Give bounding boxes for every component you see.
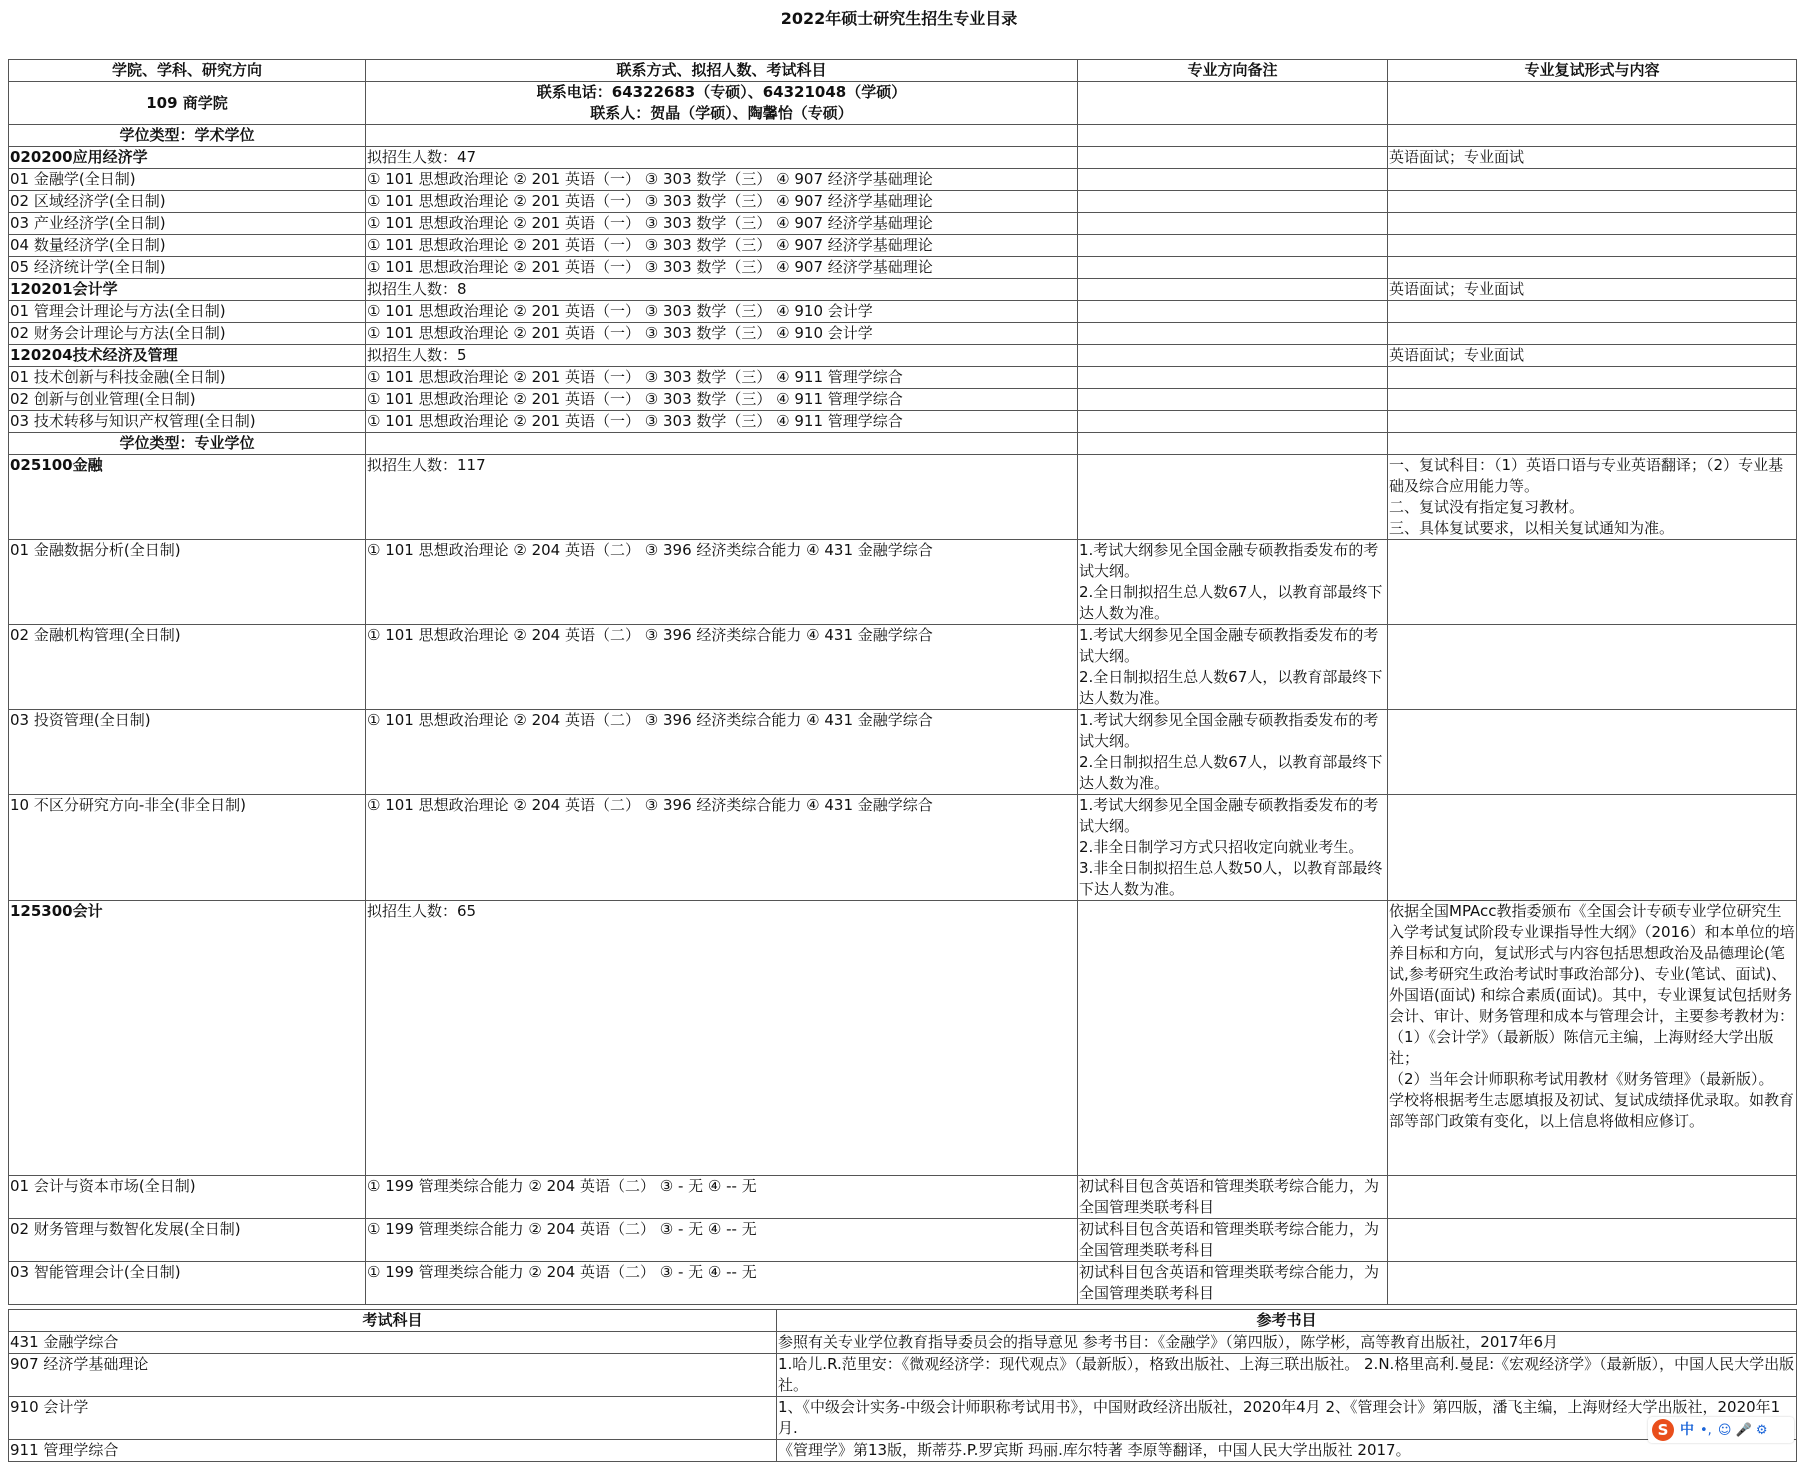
major-info: ① 101 思想政治理论 ② 201 英语（一） ③ 303 数学（三） ④ 910 会计学 [366,323,1078,345]
major-retest [1388,257,1797,279]
table-row [9,279,1797,301]
ref-subject: 431 金融学综合 [9,1332,777,1354]
table-row [9,1219,1797,1262]
major-retest: 依据全国MPAcc教指委颁布《全国会计专硕专业学位研究生入学考试复试阶段专业课指导性大纲》（2016）和本单位的培养目标和方向，复试形式与内容包括思想政治及品德理论(笔试,参考研究生政治考试时事政治部分)、专业(笔试、面试)、外国语(面试) 和综合素质(面试)。其中，专业课复试包括财务会计、审计、财务管理和成本与管理会计，主要参考教材为： （1）《会计学》（最新版）陈信元主编，上海财经大学出版社； （2）当年会计师职称考试用教材《财务管理》（最新版）。 学校将根据考生志愿填报及初试、复试成绩择优录取。如教育部等部门政策有变化，以上信息将做相应修订。 [1388,901,1797,1176]
major-note: 1.考试大纲参见全国金融专硕教指委发布的考试大纲。 2.全日制拟招生总人数67人，以教育部最终下达人数为准。 [1078,710,1388,795]
ref-row [9,1354,1797,1397]
major-name: 01 会计与资本市场(全日制) [9,1176,366,1219]
degree-type-row [9,433,1797,455]
major-info: 拟招生人数：65 [366,901,1078,1176]
ref-row [9,1440,1797,1462]
catalog-table [8,59,1797,1305]
major-name: 04 数量经济学(全日制) [9,235,366,257]
major-note [1078,191,1388,213]
page-title: 2022年硕士研究生招生专业目录 [780,9,1018,28]
major-info: ① 101 思想政治理论 ② 201 英语（一） ③ 303 数学（三） ④ 911 管理学综合 [366,367,1078,389]
major-name: 02 金融机构管理(全日制) [9,625,366,710]
major-name: 120204技术经济及管理 [9,345,366,367]
ref-row [9,1332,1797,1354]
ime-tools-icon[interactable]: ☺ 🎤 ⚙ [1717,1422,1768,1438]
major-note [1078,169,1388,191]
major-note [1078,455,1388,540]
ref-book: 1、《中级会计实务-中级会计师职称考试用书》，中国财政经济出版社，2020年4月 2、《管理会计》第四版，潘飞主编，上海财经大学出版社，2020年1月. [777,1397,1797,1440]
major-name: 02 财务管理与数智化发展(全日制) [9,1219,366,1262]
major-info: ① 101 思想政治理论 ② 201 英语（一） ③ 303 数学（三） ④ 907 经济学基础理论 [366,169,1078,191]
table-row [9,455,1797,540]
major-name: 01 管理会计理论与方法(全日制) [9,301,366,323]
table-row [9,1262,1797,1305]
major-retest [1388,213,1797,235]
major-info: ① 101 思想政治理论 ② 201 英语（一） ③ 303 数学（三） ④ 911 管理学综合 [366,389,1078,411]
major-note: 1.考试大纲参见全国金融专硕教指委发布的考试大纲。 2.全日制拟招生总人数67人，以教育部最终下达人数为准。 [1078,625,1388,710]
major-name: 020200应用经济学 [9,147,366,169]
table-row [9,147,1797,169]
major-retest [1388,710,1797,795]
major-note [1078,389,1388,411]
major-info: 拟招生人数：8 [366,279,1078,301]
major-note [1078,257,1388,279]
major-note: 1.考试大纲参见全国金融专硕教指委发布的考试大纲。 2.全日制拟招生总人数67人，以教育部最终下达人数为准。 [1078,540,1388,625]
table-row [9,411,1797,433]
major-note: 初试科目包含英语和管理类联考综合能力，为全国管理类联考科目 [1078,1262,1388,1305]
header-college: 学院、学科、研究方向 [9,60,366,82]
table-row [9,345,1797,367]
degree-type-label: 学位类型：学术学位 [9,125,366,147]
ref-book: 《管理学》第13版，斯蒂芬.P.罗宾斯 玛丽.库尔特著 李原等翻译，中国人民大学出版社 2017。 [777,1440,1797,1462]
major-name: 03 智能管理会计(全日制) [9,1262,366,1305]
major-retest [1388,301,1797,323]
school-retest [1388,82,1797,125]
major-retest [1388,1219,1797,1262]
major-note [1078,147,1388,169]
table-row [9,301,1797,323]
major-note [1078,411,1388,433]
school-note [1078,82,1388,125]
major-info: ① 101 思想政治理论 ② 201 英语（一） ③ 303 数学（三） ④ 907 经济学基础理论 [366,235,1078,257]
major-retest [1388,367,1797,389]
major-retest [1388,411,1797,433]
table-row [9,540,1797,625]
table-row [9,323,1797,345]
table-row [9,257,1797,279]
major-info: ① 101 思想政治理论 ② 201 英语（一） ③ 303 数学（三） ④ 911 管理学综合 [366,411,1078,433]
major-retest: 英语面试；专业面试 [1388,279,1797,301]
ref-book: 参照有关专业学位教育指导委员会的指导意见 参考书目：《金融学》（第四版），陈学彬，高等教育出版社，2017年6月 [777,1332,1797,1354]
school-contact [366,82,1078,125]
major-info: ① 101 思想政治理论 ② 204 英语（二） ③ 396 经济类综合能力 ④ 431 金融学综合 [366,710,1078,795]
major-name: 02 财务会计理论与方法(全日制) [9,323,366,345]
major-info: ① 101 思想政治理论 ② 201 英语（一） ③ 303 数学（三） ④ 907 经济学基础理论 [366,213,1078,235]
major-note [1078,235,1388,257]
major-retest [1388,795,1797,901]
ref-header-row [9,1310,1797,1332]
table-row [9,625,1797,710]
major-retest [1388,169,1797,191]
major-info: ① 101 思想政治理论 ② 201 英语（一） ③ 303 数学（三） ④ 907 经济学基础理论 [366,257,1078,279]
major-info: ① 199 管理类综合能力 ② 204 英语（二） ③ - 无 ④ -- 无 [366,1176,1078,1219]
ref-subject: 907 经济学基础理论 [9,1354,777,1397]
ref-row [9,1397,1797,1440]
major-name: 02 区域经济学(全日制) [9,191,366,213]
major-name: 025100金融 [9,455,366,540]
major-info: 拟招生人数：47 [366,147,1078,169]
major-info: ① 101 思想政治理论 ② 201 英语（一） ③ 303 数学（三） ④ 907 经济学基础理论 [366,191,1078,213]
major-name: 01 金融数据分析(全日制) [9,540,366,625]
major-note [1078,213,1388,235]
ref-subject: 911 管理学综合 [9,1440,777,1462]
ime-punctuation-toggle[interactable]: •, [1700,1422,1712,1438]
major-retest [1388,235,1797,257]
major-info: 拟招生人数：5 [366,345,1078,367]
major-info: ① 101 思想政治理论 ② 201 英语（一） ③ 303 数学（三） ④ 910 会计学 [366,301,1078,323]
table-row [9,367,1797,389]
table-row [9,901,1797,1176]
major-retest: 英语面试；专业面试 [1388,147,1797,169]
major-note [1078,279,1388,301]
major-note: 初试科目包含英语和管理类联考综合能力，为全国管理类联考科目 [1078,1219,1388,1262]
major-retest: 一、复试科目：（1）英语口语与专业英语翻译；（2）专业基础及综合应用能力等。 二、复试没有指定复习教材。 三、具体复试要求，以相关复试通知为准。 [1388,455,1797,540]
header-contact: 联系方式、拟招人数、考试科目 [366,60,1078,82]
school-row [9,82,1797,125]
ref-header-book: 参考书目 [777,1310,1797,1332]
major-name: 02 创新与创业管理(全日制) [9,389,366,411]
major-info: ① 199 管理类综合能力 ② 204 英语（二） ③ - 无 ④ -- 无 [366,1219,1078,1262]
table-row [9,235,1797,257]
ref-header-subject: 考试科目 [9,1310,777,1332]
major-name: 01 技术创新与科技金融(全日制) [9,367,366,389]
major-name: 01 金融学(全日制) [9,169,366,191]
major-retest [1388,323,1797,345]
ref-book: 1.哈儿.R.范里安：《微观经济学：现代观点》（最新版），格致出版社、上海三联出版社。 2.N.格里高利.曼昆:《宏观经济学》（最新版），中国人民大学出版社。 [777,1354,1797,1397]
school-contact-person: 联系人：贺晶（学硕）、陶馨怡（专硕） [590,104,853,122]
major-info: ① 101 思想政治理论 ② 204 英语（二） ③ 396 经济类综合能力 ④ 431 金融学综合 [366,540,1078,625]
major-name: 10 不区分研究方向-非全(非全日制) [9,795,366,901]
degree-type-row [9,125,1797,147]
major-note [1078,901,1388,1176]
school-name: 109 商学院 [9,82,366,125]
major-info: 拟招生人数：117 [366,455,1078,540]
table-row [9,169,1797,191]
table-row [9,710,1797,795]
reference-table [8,1309,1797,1462]
major-note [1078,323,1388,345]
major-name: 03 技术转移与知识产权管理(全日制) [9,411,366,433]
table-row [9,795,1797,901]
major-note [1078,345,1388,367]
major-name: 120201会计学 [9,279,366,301]
major-retest [1388,1262,1797,1305]
table-row [9,389,1797,411]
school-phone: 联系电话：64322683（专硕）、64321048（学硕） [536,83,907,101]
major-name: 03 产业经济学(全日制) [9,213,366,235]
major-info: ① 199 管理类综合能力 ② 204 英语（二） ③ - 无 ④ -- 无 [366,1262,1078,1305]
major-retest [1388,540,1797,625]
major-info: ① 101 思想政治理论 ② 204 英语（二） ③ 396 经济类综合能力 ④ 431 金融学综合 [366,625,1078,710]
table-header-row [9,60,1797,82]
ref-subject: 910 会计学 [9,1397,777,1440]
major-note: 初试科目包含英语和管理类联考综合能力，为全国管理类联考科目 [1078,1176,1388,1219]
table-row [9,1176,1797,1219]
major-retest [1388,389,1797,411]
major-retest [1388,1176,1797,1219]
major-retest [1388,625,1797,710]
table-row [9,213,1797,235]
table-row [9,191,1797,213]
header-retest: 专业复试形式与内容 [1388,60,1797,82]
header-note: 专业方向备注 [1078,60,1388,82]
degree-type-label: 学位类型：专业学位 [9,433,366,455]
major-retest [1388,191,1797,213]
major-note: 1.考试大纲参见全国金融专硕教指委发布的考试大纲。 2.非全日制学习方式只招收定向就业考生。 3.非全日制拟招生总人数50人，以教育部最终下达人数为准。 [1078,795,1388,901]
major-info: ① 101 思想政治理论 ② 204 英语（二） ③ 396 经济类综合能力 ④ 431 金融学综合 [366,795,1078,901]
major-name: 125300会计 [9,901,366,1176]
major-name: 05 经济统计学(全日制) [9,257,366,279]
ime-language-toggle[interactable]: 中 [1680,1421,1694,1438]
major-note [1078,367,1388,389]
ime-toolbar[interactable] [1648,1417,1794,1443]
major-retest: 英语面试；专业面试 [1388,345,1797,367]
major-name: 03 投资管理(全日制) [9,710,366,795]
sogou-logo-icon[interactable]: S [1652,1419,1674,1441]
major-note [1078,301,1388,323]
